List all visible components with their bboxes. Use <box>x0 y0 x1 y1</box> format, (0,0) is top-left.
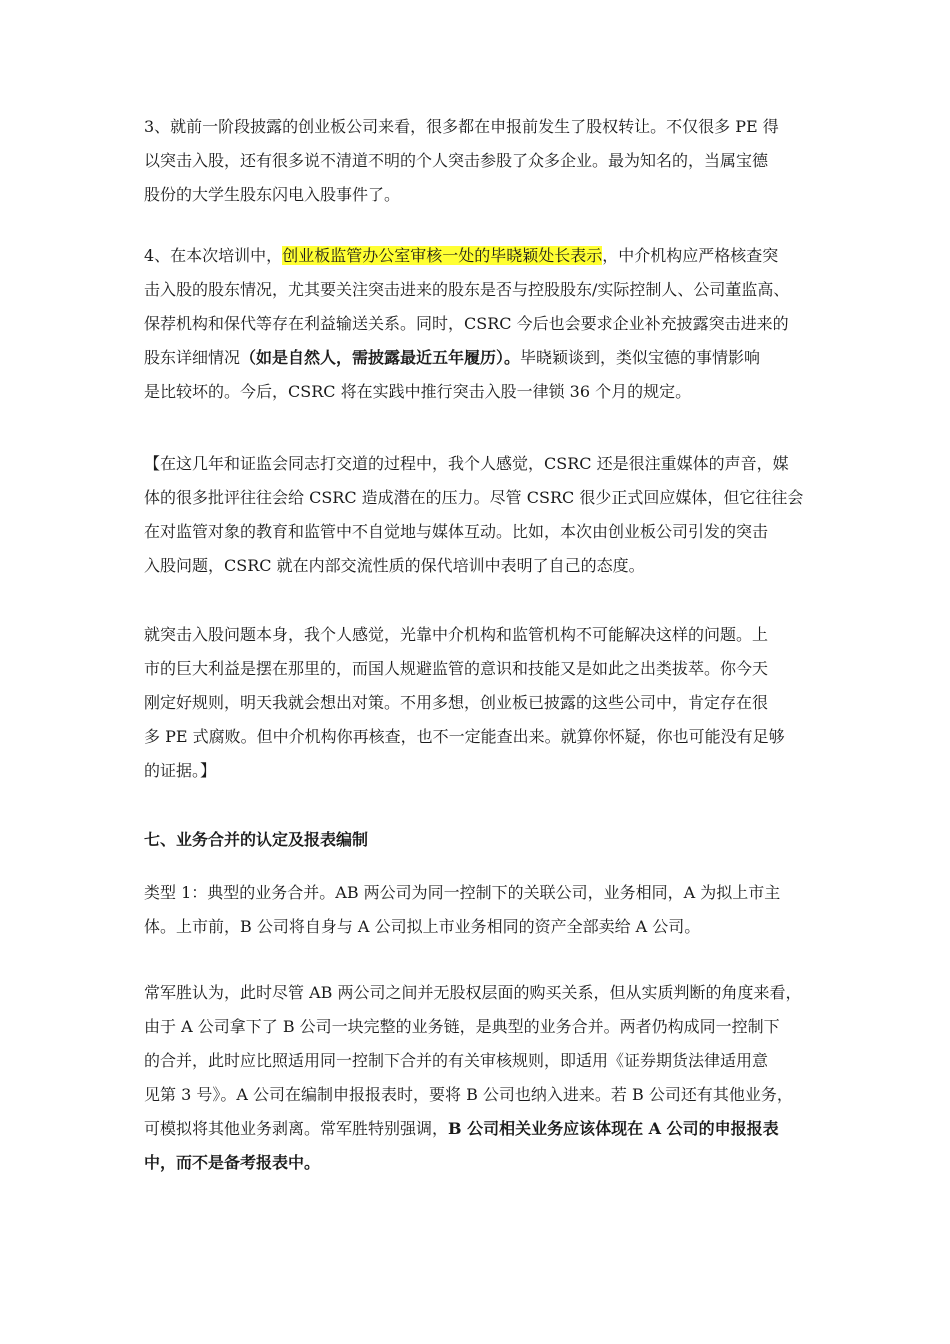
paragraph-line <box>144 341 824 375</box>
paragraph-line: 击入股的股东情况，尤其要关注突击进来的股东是否与控股股东/实际控制人、公司董监高、 <box>144 280 790 299</box>
paragraph-line: 常军胜认为，此时尽管 AB 两公司之间并无股权层面的购买关系，但从实质判断的角度来看， <box>144 983 802 1002</box>
paragraph-line: 体的很多批评往往会给 CSRC 造成潜在的压力。尽管 CSRC 很少正式回应媒体，但它往往会 <box>144 488 804 507</box>
paragraph-line: 由于 A 公司拿下了 B 公司一块完整的业务链，是典型的业务合并。两者仍构成同一控制下 <box>144 1017 780 1036</box>
paragraph-line: 多 PE 式腐败。但中介机构你再核查，也不一定能查出来。就算你怀疑，你也可能没有足够 <box>144 727 785 746</box>
paragraph-line: 就突击入股问题本身，我个人感觉，光靠中介机构和监管机构不可能解决这样的问题。上 <box>144 625 769 644</box>
paragraph-line: 中，而不是备考报表中。 <box>144 1153 321 1172</box>
bold-text: （如是自然人，需披露最近五年履历）。 <box>240 348 521 367</box>
paragraph-line: 以突击入股，还有很多说不清道不明的个人突击参股了众多企业。最为知名的，当属宝德 <box>144 151 769 170</box>
paragraph-line: 在对监管对象的教育和监管中不自觉地与媒体互动。比如，本次由创业板公司引发的突击 <box>144 522 769 541</box>
paragraph-line <box>144 239 824 273</box>
paragraph-line: 是比较坏的。今后，CSRC 将在实践中推行突击入股一律锁 36 个月的规定。 <box>144 382 692 401</box>
text-run: 4、在本次培训中， <box>144 246 283 265</box>
paragraph-line: 的证据。】 <box>144 761 217 780</box>
paragraph-line: 3、就前一阶段披露的创业板公司来看，很多都在申报前发生了股权转让。不仅很多 PE 得 <box>144 117 779 136</box>
paragraph-line: 市的巨大利益是摆在那里的，而国人规避监管的意识和技能又是如此之出类拔萃。你今天 <box>144 659 769 678</box>
paragraph-7 <box>144 876 824 944</box>
text-run: 股东详细情况 <box>144 348 241 367</box>
text-run: 可模拟将其他业务剥离。常军胜特别强调， <box>144 1119 449 1138</box>
paragraph-6 <box>144 618 824 788</box>
text-run: 毕晓颖谈到，类似宝德的事情影响 <box>520 348 761 367</box>
text-run: ，中介机构应严格核查突 <box>602 246 779 265</box>
paragraph-line: 类型 1：典型的业务合并。AB 两公司为同一控制下的关联公司，业务相同，A 为拟上市主 <box>144 883 781 902</box>
paragraph-3 <box>144 110 824 212</box>
paragraph-4 <box>144 239 824 409</box>
paragraph-8 <box>144 976 824 1180</box>
bold-text: B 公司相关业务应该体现在 A 公司的申报报表 <box>448 1119 779 1138</box>
paragraph-line: 刚定好规则，明天我就会想出对策。不用多想，创业板已披露的这些公司中，肯定存在很 <box>144 693 769 712</box>
paragraph-line <box>144 1112 824 1146</box>
section-heading: 七、业务合并的认定及报表编制 <box>144 830 369 849</box>
paragraph-line: 见第 3 号》。A 公司在编制申报报表时，要将 B 公司也纳入进来。若 B 公司还有其他业务， <box>144 1085 793 1104</box>
paragraph-line: 入股问题，CSRC 就在内部交流性质的保代培训中表明了自己的态度。 <box>144 556 645 575</box>
paragraph-line: 股份的大学生股东闪电入股事件了。 <box>144 185 401 204</box>
highlighted-text: 创业板监管办公室审核一处的毕晓颖处长表示 <box>282 246 603 265</box>
paragraph-line: 【在这几年和证监会同志打交道的过程中，我个人感觉，CSRC 还是很注重媒体的声音，媒 <box>144 454 789 473</box>
paragraph-line: 的合并，此时应比照适用同一控制下合并的有关审核规则，即适用《证券期货法律适用意 <box>144 1051 769 1070</box>
paragraph-line: 体。上市前，B 公司将自身与 A 公司拟上市业务相同的资产全部卖给 A 公司。 <box>144 917 701 936</box>
paragraph-5 <box>144 447 824 583</box>
paragraph-line: 保荐机构和保代等存在利益输送关系。同时，CSRC 今后也会要求企业补充披露突击进来的 <box>144 314 789 333</box>
